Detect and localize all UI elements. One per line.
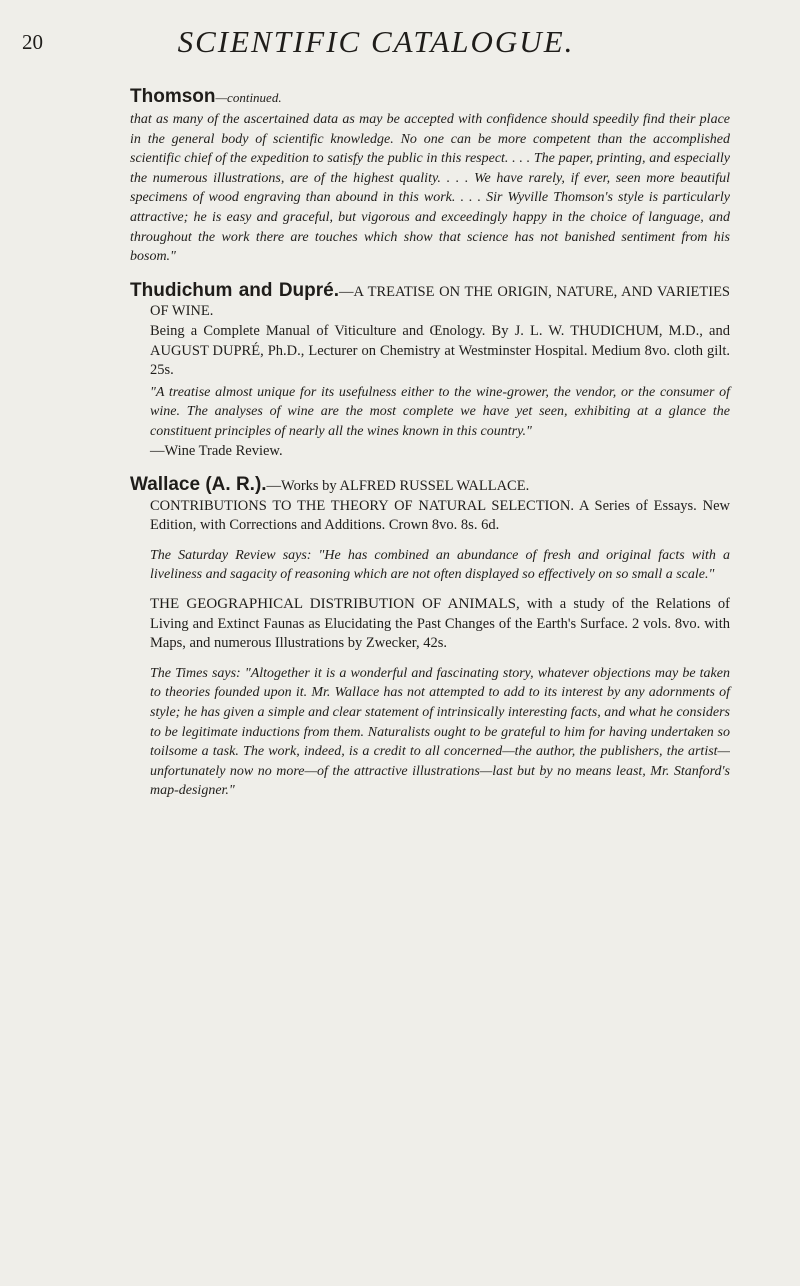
thudichum-description: Being a Complete Manual of Viticulture and Œnology. By J. L. W. THUDICHUM, M.D., and AUGUST DUPRÉ, Ph.D., Lecturer on Chemistry at Westminster Hospital. Medium 8vo. cloth gilt. 25s. — [150, 322, 730, 379]
thomson-review-quote: that as many of the ascertained data as may be accepted with confidence should speedily find their place in the general body of scientific knowledge. No one can be more competent than the accomplished scientific chief of the expedition to satisfy the public in this respect. . . . The paper, printing, and especially the numerous illustrations, are of the highest quality. . . . We have rarely, if ever, seen more beautiful specimens of wood engraving than abound in this work. . . . Sir Wyville Thomson's style is particularly attractive; he is easy and graceful, but vigorous and exceedingly happy in the choice of language, and throughout the work there are touches which show that science has not banished sentiment from his bosom." — [130, 112, 730, 265]
page-header — [22, 24, 730, 64]
thudichum-review-source: —Wine Trade Review. — [150, 442, 283, 459]
page-content — [130, 86, 730, 801]
book2-review-quote: The Times says: "Altogether it is a wonderful and fascinating story, whatever objections may be taken to theories founded upon it. Mr. Wallace has not attempted to add to its interest by any adornments of style; he has given a simple and clear statement of intrinsically interesting facts, and what he considers to be legitimate inductions from them. Naturalists ought to be grateful to him for having undertaken so toilsome a task. The work, indeed, is a credit to all concerned—the author, the publishers, the artist—unfortunately now no more—of the attractive illustrations—last but by no means least, Mr. Stanford's map-designer." — [150, 665, 730, 799]
thudichum-title: —A TREATISE ON THE ORIGIN, NATURE, AND VARIETIES OF WINE. — [150, 283, 730, 320]
wallace-book1 — [130, 497, 730, 536]
wallace-book2 — [130, 595, 730, 654]
book2-title: THE GEOGRAPHICAL DISTRIBUTION OF ANIMALS, — [150, 596, 520, 613]
book1-description: A Series of Essays. New Edition, with Corrections and Additions. Crown 8vo. 8s. 6d. — [150, 497, 730, 534]
continued-label: —continued. — [215, 90, 282, 105]
thudichum-author: Thudichum and Dupré. — [130, 279, 339, 301]
thomson-entry — [130, 86, 730, 267]
wallace-heading — [130, 475, 730, 497]
wallace-entry — [130, 475, 730, 801]
book2-description: with a study of the Relations of Living and Extinct Faunas as Elucidating the Past Changes of the Earth's Surface. 2 vols. 8vo. with Maps, and numerous Illustrations by Zwecker, 42s. — [150, 596, 730, 652]
book1-title: CONTRIBUTIONS TO THE THEORY OF NATURAL SELECTION. — [150, 497, 574, 514]
thomson-heading: Thomson — [130, 86, 216, 107]
running-title: SCIENTIFIC CATALOGUE. — [177, 24, 575, 59]
book1-review-quote: The Saturday Review says: "He has combined an abundance of fresh and original facts with a liveliness and sagacity of reasoning which are not often displayed so effectively on so small a scale." — [150, 547, 730, 583]
wallace-intro: —Works by ALFRED RUSSEL WALLACE. — [266, 478, 530, 495]
thudichum-entry — [130, 281, 730, 461]
wallace-author: Wallace (A. R.). — [130, 474, 267, 496]
thudichum-review-quote: "A treatise almost unique for its usefulness either to the wine-grower, the vendor, or the consumer of wine. The analyses of wine are the most complete we have yet seen, exhibiting at a glance the constituent principles of nearly all the wines known in this country." — [150, 384, 730, 439]
thudichum-heading — [130, 281, 730, 322]
page-number: 20 — [22, 30, 43, 54]
